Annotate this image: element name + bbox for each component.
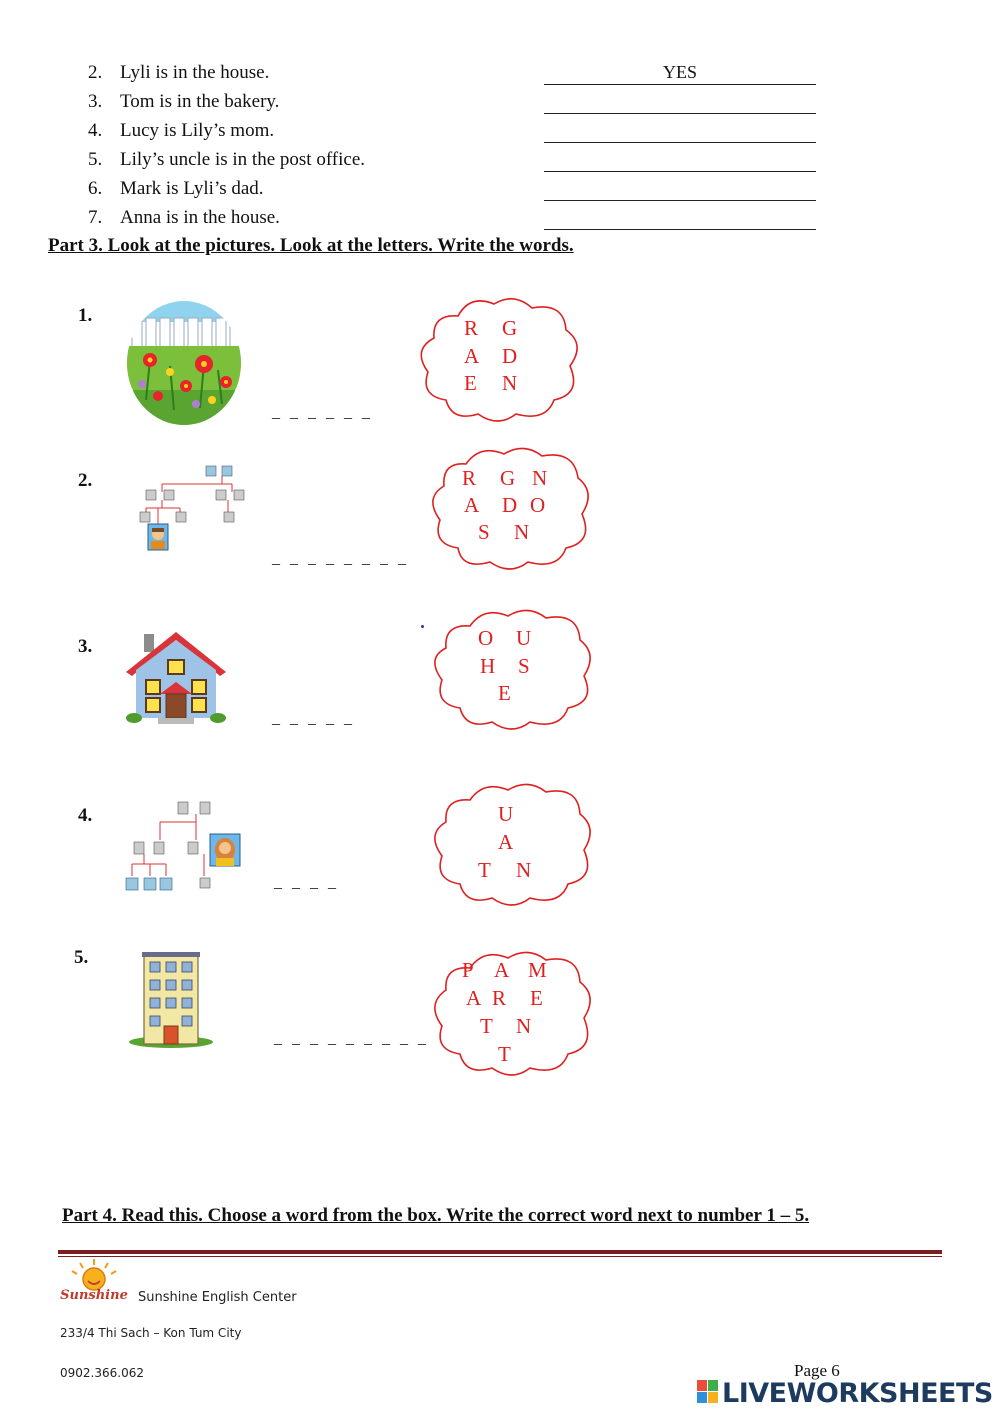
answer-line-5[interactable] bbox=[544, 149, 816, 172]
page-number: Page 6 bbox=[794, 1361, 840, 1380]
answer-line-2[interactable]: YES bbox=[544, 62, 816, 85]
statement-4: 4. Lucy is Lily’s mom. bbox=[88, 120, 275, 141]
question-3-number: 3. bbox=[78, 636, 93, 657]
cloud-letter: N bbox=[516, 858, 532, 882]
cloud-letter: O bbox=[478, 626, 494, 650]
answer-line-4[interactable] bbox=[544, 120, 816, 143]
cloud-letter: R bbox=[464, 316, 479, 340]
cloud-letter: T bbox=[498, 1042, 511, 1066]
statement-text: Tom is in the bakery. bbox=[120, 91, 280, 112]
answer-blank-3[interactable]: _ _ _ _ _ bbox=[272, 710, 355, 727]
letter-cloud-4 bbox=[432, 780, 592, 906]
cloud-letter: N bbox=[532, 466, 548, 490]
letter-cloud-1 bbox=[418, 294, 578, 424]
statement-2: 2. Lyli is in the house. bbox=[88, 62, 270, 83]
statement-text: Mark is Lyli’s dad. bbox=[120, 178, 264, 199]
stray-dot bbox=[421, 625, 424, 628]
cloud-letter: E bbox=[530, 986, 543, 1010]
cloud-letter: O bbox=[530, 493, 546, 517]
cloud-letter: A bbox=[498, 830, 514, 854]
cloud-letter: A bbox=[464, 493, 480, 517]
answer-blank-1[interactable]: _ _ _ _ _ _ bbox=[272, 404, 373, 421]
question-4-number: 4. bbox=[78, 805, 93, 826]
cloud-letter: G bbox=[502, 316, 518, 340]
cloud-letter: P bbox=[462, 958, 474, 982]
cloud-letter: R bbox=[462, 466, 477, 490]
family-tree-aunt bbox=[124, 798, 244, 894]
cloud-letter: A bbox=[466, 986, 482, 1010]
logo-text: Sunshine bbox=[60, 1288, 128, 1303]
answer-blank-2[interactable]: _ _ _ _ _ _ _ _ bbox=[272, 550, 409, 567]
footer-divider bbox=[58, 1250, 942, 1254]
address: 233/4 Thi Sach – Kon Tum City bbox=[60, 1326, 242, 1340]
cloud-letter: S bbox=[518, 654, 530, 678]
answer-line-6[interactable] bbox=[544, 178, 816, 201]
cloud-letter: N bbox=[516, 1014, 532, 1038]
letter-cloud-5 bbox=[432, 948, 592, 1076]
cloud-letter: N bbox=[502, 371, 518, 395]
statement-text: Lily’s uncle is in the post office. bbox=[120, 149, 366, 170]
cloud-letter: D bbox=[502, 493, 518, 517]
letter-cloud-3 bbox=[432, 606, 592, 730]
cloud-letter: T bbox=[478, 858, 491, 882]
sunshine-logo-icon bbox=[60, 1257, 128, 1305]
question-1-number: 1. bbox=[78, 305, 93, 326]
answer-blank-4[interactable]: _ _ _ _ bbox=[274, 874, 339, 891]
statement-7: 7. Anna is in the house. bbox=[88, 207, 280, 228]
statement-text: Anna is in the house. bbox=[120, 207, 280, 228]
statement-3: 3. Tom is in the bakery. bbox=[88, 91, 280, 112]
statement-6: 6. Mark is Lyli’s dad. bbox=[88, 178, 264, 199]
part4-heading: Part 4. Read this. Choose a word from the box. Write the correct word next to number 1 – 5. bbox=[62, 1205, 810, 1226]
cloud-letter: M bbox=[528, 958, 547, 982]
part3-heading: Part 3. Look at the pictures. Look at the letters. Write the words. bbox=[48, 235, 574, 256]
statement-text: Lucy is Lily’s mom. bbox=[120, 120, 275, 141]
cloud-letter: T bbox=[480, 1014, 493, 1038]
cloud-letter: D bbox=[502, 344, 518, 368]
statement-5: 5. Lily’s uncle is in the post office. bbox=[88, 149, 366, 170]
statement-text: Lyli is in the house. bbox=[120, 62, 270, 83]
footer-divider-thin bbox=[58, 1256, 942, 1257]
apartment-building bbox=[128, 952, 214, 1048]
cloud-letter: U bbox=[516, 626, 532, 650]
answer-line-7[interactable] bbox=[544, 207, 816, 230]
question-5-number: 5. bbox=[74, 947, 89, 968]
family-tree-grandson bbox=[132, 462, 248, 556]
cloud-letter: H bbox=[480, 654, 496, 678]
letter-cloud-2 bbox=[430, 444, 590, 570]
cloud-letter: A bbox=[464, 344, 480, 368]
cloud-letter: E bbox=[498, 681, 511, 705]
phone: 0902.366.062 bbox=[60, 1366, 144, 1380]
cloud-letter: R bbox=[492, 986, 507, 1010]
watermark: LIVEWORKSHEETS bbox=[722, 1378, 993, 1409]
cloud-letter: G bbox=[500, 466, 516, 490]
cloud-letter: U bbox=[498, 802, 514, 826]
answer-line-3[interactable] bbox=[544, 91, 816, 114]
cloud-shape bbox=[418, 294, 578, 424]
answer-blank-5[interactable]: _ _ _ _ _ _ _ _ _ bbox=[274, 1030, 429, 1047]
cloud-shape bbox=[432, 606, 592, 730]
cloud-letter: E bbox=[464, 371, 477, 395]
cloud-letter: S bbox=[478, 520, 490, 544]
liveworksheets-logo-icon bbox=[697, 1380, 719, 1404]
cloud-letter: A bbox=[494, 958, 510, 982]
garden-picture bbox=[126, 300, 242, 426]
cloud-letter: N bbox=[514, 520, 530, 544]
cloud-shape bbox=[432, 948, 592, 1076]
center-name: Sunshine English Center bbox=[138, 1290, 297, 1305]
house-picture bbox=[124, 630, 228, 726]
question-2-number: 2. bbox=[78, 470, 93, 491]
